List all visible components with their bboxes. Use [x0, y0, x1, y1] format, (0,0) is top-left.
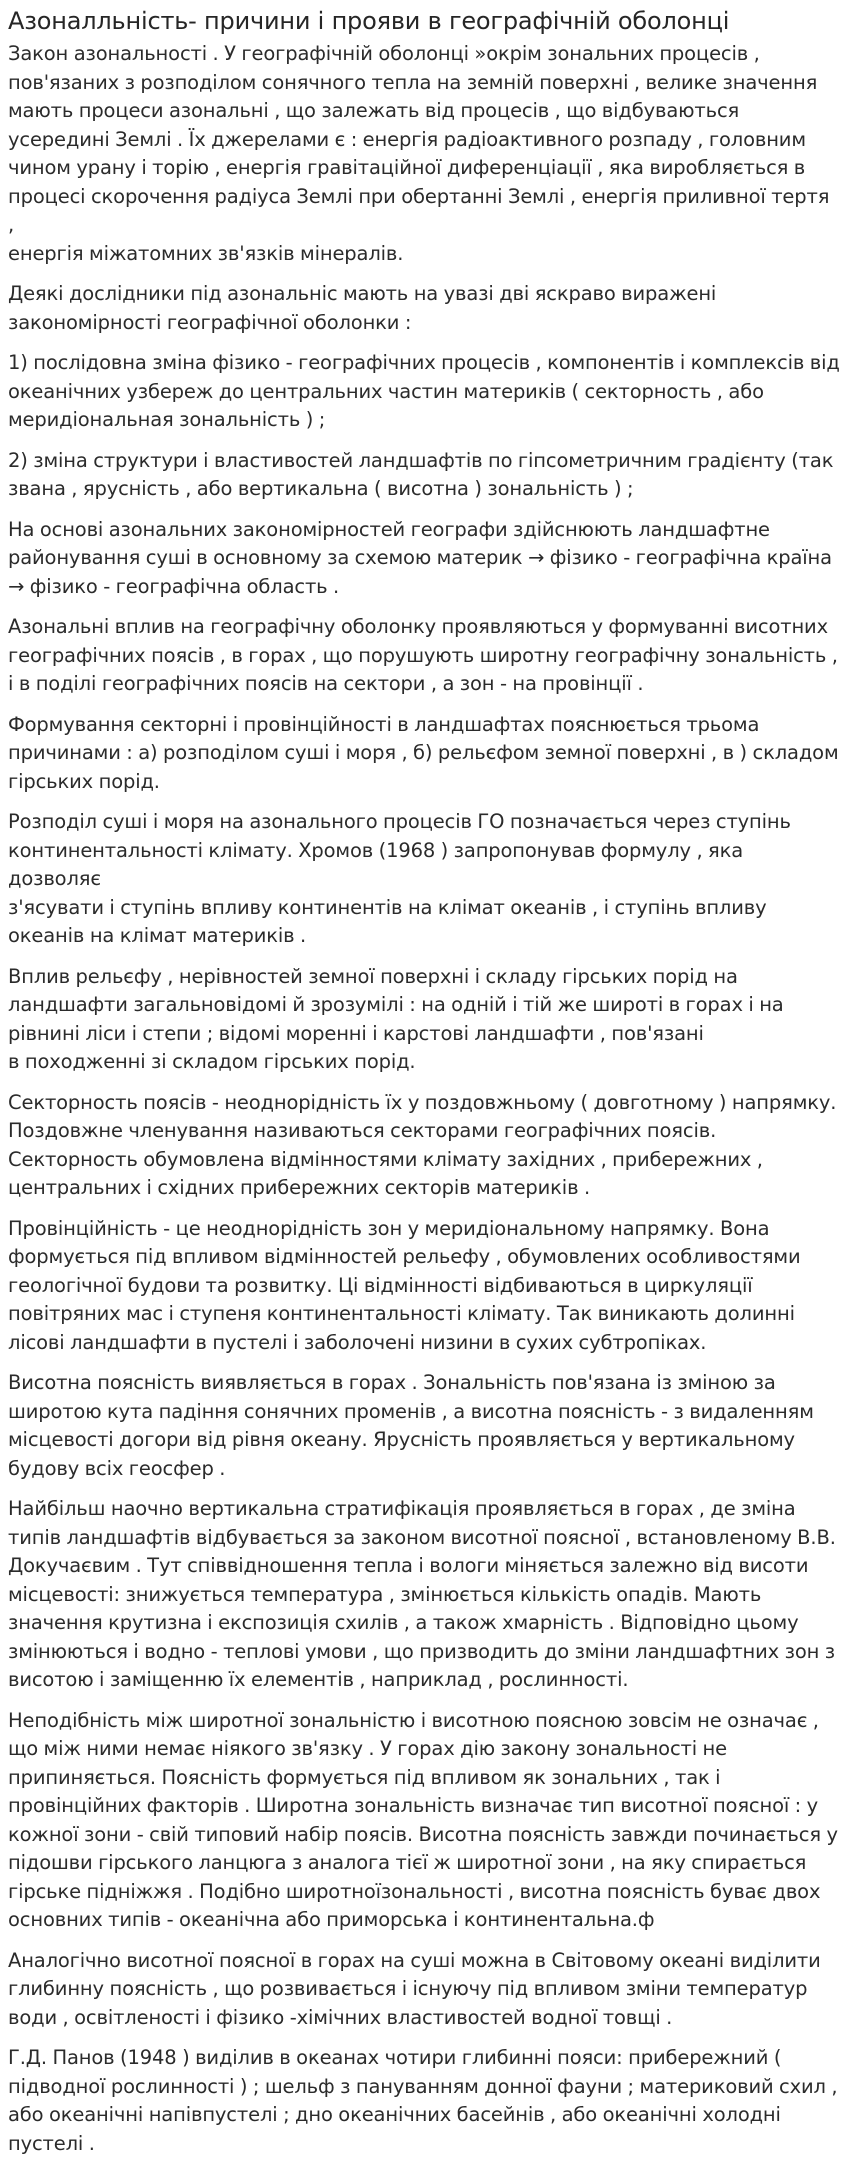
paragraph-provintsiynist: Провінційність - це неоднорідність зон у меридіональному напрямку. Вона формується під впливом відмінностей рельефу , обумовлених особливостями геологічної будови та розвитку. Ці відмінності відбиваються в циркуляції повітряних мас і ступеня континентальності клімату. Так виникають долинні лісові ландшафти в пустелі і заболочені низини в сухих субтропіках.: [8, 1216, 801, 1354]
paragraph-panov: Г.Д. Панов (1948 ) виділив в океанах чотири глибинні пояси: прибережний ( підводної рослинності ) ; шельф з пануванням донної фауни ; материковий схил , або океанічні напівпустелі ; дно океанічних басейнів , або океанічні холодні пустелі .: [8, 2046, 838, 2155]
paragraph-azonalni-vplyv: Азональні вплив на географічну оболонку проявляються у формуванні висотних географічних поясів , в горах , що порушують широтну географічну зональність , і в поділі географічних поясів на сектори , а зон - на провінції .: [8, 615, 838, 695]
paragraph-yarusnist: 2) зміна структури і властивостей ландшафтів по гіпсометричним градієнту (так звана , ярусність , або вертикальна ( висотна ) зональність ) ;: [8, 448, 834, 500]
paragraph-vertykalna-stratyfikatsiya: Найбільш наочно вертикальна стратифікація проявляється в горах , де зміна типів ландшафтів відбувається за законом висотної поясної , встановленому В.В. Докучаєвим . Тут співвідношення тепла і вологи міняється залежно від висоти місцевості: знижується температура , змінюється кількість опадів. Мають значення крутизна і експозиція схилів , а також хмарність . Відповідно цьому змінюються і водно - теплові умови , що призводить до зміни ландшафтних зон з висотою і заміщенню їх елементів , наприклад , рослинності.: [8, 1497, 836, 1691]
paragraph-sektornist-poyasiv: Секторность поясів - неоднорідність їх у поздовжньому ( довготному ) напрямку. Поздовжне членування називаються секторами географічних поясів. Секторность обумовлена відмінностями клімату західних , прибережних , центральних і східних прибережних секторів материків .: [8, 1090, 837, 1199]
paragraph-vysotna-poyasnist: Висотна поясність виявляється в горах . Зональність пов'язана із зміною за широтою кута падіння сонячних променів , а висотна поясність - з видаленням місцевості догори від рівня океану. Ярусність проявляється у вертикальному будову всіх геосфер .: [8, 1371, 814, 1480]
paragraph-analohichno: Аналогічно висотної поясної в горах на суші можна в Світовому океані виділити глибинну поясність , що розвивається і існуючу під впливом зміни температур води , освітленості і фізико -хімічних властивостей водної товщі .: [8, 1948, 821, 2029]
paragraph-formuvannya: Формування секторні і провінційності в ландшафтах пояснюється трьома причинами : а) розподілом суші і моря , б) рельєфом земної поверхні , в ) складом гірських порід.: [8, 712, 839, 793]
paragraph-nepodibnist: Неподібність між широтної зональністю і висотною поясною зовсім не означає , що між ними немає ніякого зв'язку . У горах дію закону зональності не припиняється. Поясність формується під впливом як зональних , так і провінційних факторів . Широтна зональність визначає тип висотної поясної : у кожної зони - свій типовий набір поясів. Висотна поясність завжди починається у підошви гірського ланцюга з аналога тієї ж широтної зони , на яку спирається гірське підніжжя . Подібно широтноїзональності , висотна поясність буває двох основних типів - океанічна або приморська і континентальна.ф: [8, 1708, 838, 1931]
paragraph-zakon-azonalnosti: Закон азональності . У географічній оболонці »окрім зональних процесів , пов'язаних з розподілом сонячного тепла на земній поверхні , велике значення мають процеси азональні , що залежать від процесів , що відбуваються усередині Землі . Їх джерелами є : енергія радіоактивного розпаду , головним чином урану і торію , енергія гравітаційної диференціації , яка виробляється в процесі скорочення радіуса Землі при обертанні Землі , енергія приливної тертя , енергія міжатомних зв'язків мінералів.: [8, 42, 830, 265]
paragraph-vplyv-relyefu: Вплив рельєфу , нерівностей земної поверхні і складу гірських порід на ландшафти загальновідомі й зрозумілі : на одній і тій же широті в горах і на рівнині ліси і степи ; відомі моренні і карстові ландшафти , пов'язані в походженні зі складом гірських порід.: [8, 964, 784, 1073]
document-title: Азоналльність- причини і прояви в географічній оболонці: [8, 7, 730, 35]
paragraph-doslidnyky: Деякі дослідники під азональніс мають на увазі дві яскраво виражені закономірності географічної оболонки :: [8, 282, 717, 334]
paragraph-rayonuvannya: На основі азональних закономірностей географи здійснюють ландшафтне районування суші в основному за схемою материк → фізико - географічна країна → фізико - географічна область .: [8, 517, 832, 598]
paragraph-rozpodil-sushi: Розподіл суші і моря на азонального процесів ГО позначається через ступінь континентальності клімату. Хромов (1968 ) запропонував формулу , яка дозволяє з'ясувати і ступінь впливу континентів на клімат океанів , і ступінь впливу океанів на клімат материків .: [8, 810, 791, 947]
paragraph-sektornist: 1) послідовна зміна фізико - географічних процесів , компонентів і комплексів від океанічних узбереж до центральних частин материків ( секторность , або меридіональная зональність ) ;: [8, 351, 840, 431]
